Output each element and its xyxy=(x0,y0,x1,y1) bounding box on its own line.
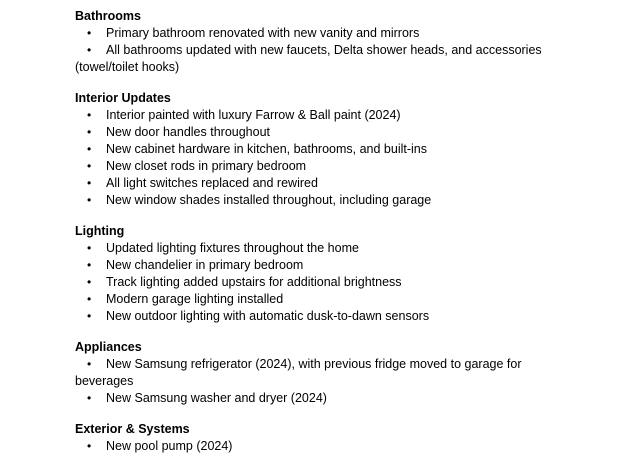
bullet-list xyxy=(75,25,555,76)
bullet-icon: • xyxy=(87,357,92,371)
list-item: • Primary bathroom renovated with new vanity and mirrors xyxy=(87,26,420,40)
list-item: • Track lighting added upstairs for additional brightness xyxy=(87,275,402,289)
list-item: • New Samsung washer and dryer (2024) xyxy=(87,391,327,405)
bullet-icon: • xyxy=(87,176,92,190)
bullet-icon: • xyxy=(87,241,92,255)
bullet-icon: • xyxy=(87,309,92,323)
document-body xyxy=(75,8,555,469)
bullet-icon: • xyxy=(87,258,92,272)
list-item: • All light switches replaced and rewired xyxy=(87,176,318,190)
bullet-icon: • xyxy=(87,43,92,57)
section-bathrooms xyxy=(75,8,555,76)
list-item: • All bathrooms updated with new faucets, Delta shower heads, and accessories (towel/toilet hooks) xyxy=(75,43,542,74)
bullet-list xyxy=(75,240,555,325)
bullet-icon: • xyxy=(87,125,92,139)
bullet-icon: • xyxy=(87,275,92,289)
bullet-list xyxy=(75,438,555,455)
section-title: Interior Updates xyxy=(75,91,171,105)
section-interior-updates xyxy=(75,90,555,209)
section-exterior-systems xyxy=(75,421,555,455)
list-item: • New chandelier in primary bedroom xyxy=(87,258,304,272)
bullet-icon: • xyxy=(87,391,92,405)
section-title: Bathrooms xyxy=(75,9,141,23)
bullet-icon: • xyxy=(87,108,92,122)
bullet-list xyxy=(75,107,555,209)
list-item: • New Samsung refrigerator (2024), with previous fridge moved to garage for beverages xyxy=(75,357,522,388)
list-item: • New door handles throughout xyxy=(87,125,271,139)
bullet-icon: • xyxy=(87,142,92,156)
bullet-icon: • xyxy=(87,193,92,207)
section-appliances xyxy=(75,339,555,407)
list-item: • Modern garage lighting installed xyxy=(87,292,284,306)
bullet-list xyxy=(75,356,555,407)
list-item: • New cabinet hardware in kitchen, bathrooms, and built-ins xyxy=(87,142,428,156)
bullet-icon: • xyxy=(87,292,92,306)
list-item: • New window shades installed throughout, including garage xyxy=(87,193,432,207)
bullet-icon: • xyxy=(87,26,92,40)
list-item: • Interior painted with luxury Farrow & Ball paint (2024) xyxy=(87,108,401,122)
section-title: Exterior & Systems xyxy=(75,422,190,436)
section-title: Lighting xyxy=(75,224,125,238)
section-lighting xyxy=(75,223,555,325)
list-item: • Updated lighting fixtures throughout the home xyxy=(87,241,359,255)
bullet-icon: • xyxy=(87,159,92,173)
list-item: • New outdoor lighting with automatic dusk-to-dawn sensors xyxy=(87,309,430,323)
list-item: • New closet rods in primary bedroom xyxy=(87,159,307,173)
bullet-icon: • xyxy=(87,439,92,453)
list-item: • New pool pump (2024) xyxy=(87,439,233,453)
section-title: Appliances xyxy=(75,340,142,354)
